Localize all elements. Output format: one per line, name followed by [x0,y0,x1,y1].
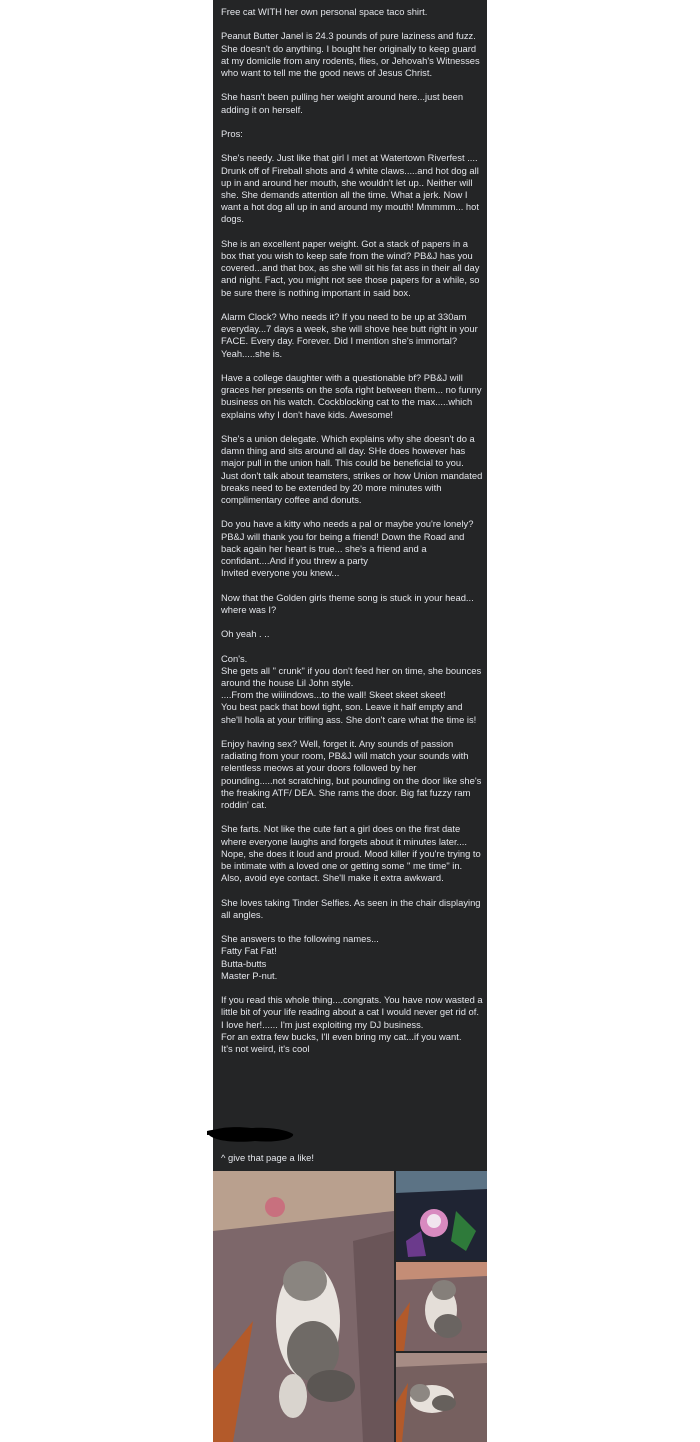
post-paragraph: Have a college daughter with a questionable bf? PB&J will graces her presents on the sofa right between them... no funny business on his watch. Cockblocking cat to the max.....which explains why I don't have kids. Awesome! [221,371,482,420]
redaction-scribble [205,1123,297,1145]
post-paragraph: Con's. She gets all " crunk" if you don't feed her on time, she bounces around the house Lil John style. ....From the wiiiindows...to the wall! Skeet skeet skeet! You best pack that bowl tight, son. Leave it half empty and she'll holla at your trifling ass. She don't care what the time is! [221,652,482,725]
post-paragraph: She hasn't been pulling her weight around here...just been adding it on herself. [221,91,464,115]
post-paragraph: Enjoy having sex? Well, forget it. Any sounds of passion radiating from your room, PB&J will match your sounds with relentless meows at your doors followed by her pounding.....not scratching, but pounding on the door like she's the freaking ATF/ DEA. She rams the door. Big fat fuzzy ram roddin' cat. [221,737,482,810]
post-paragraph: Alarm Clock? Who needs it? If you need to be up at 330am everyday...7 days a week, she will shove hee butt right in your FACE. Every day. Forever. Did I mention she's immortal? Yeah.....she is. [221,310,478,359]
post-paragraph: Do you have a kitty who needs a pal or maybe you're lonely? PB&J will thank you for being a friend! Down the Road and back again her heart is true... she's a friend and a confidant....And if you threw a party Invited everyone you knew... [221,518,474,579]
cat-sitting-on-chair-photo[interactable] [396,1262,487,1351]
cat-lying-on-chair-photo[interactable] [213,1171,394,1442]
post-paragraph: Oh yeah . .. [221,628,270,640]
post-paragraph: If you read this whole thing....congrats. You have now wasted a little bit of your life reading about a cat I would never get rid of. I love her!...... I'm just exploiting my DJ business. For an extra few bucks, I'll even bring my cat...if you want. It's not weird, it's cool [221,994,483,1054]
cat-lying-on-chair-drawing [213,1171,394,1442]
blanket-photo[interactable] [396,1171,487,1260]
post-paragraph: Peanut Butter Janel is 24.3 pounds of pure laziness and fuzz. She doesn't do anything. I bought her originally to keep guard at my domicile from any rodents, flies, or Jehovah's Witnesses who want to tell me the good news of Jesus Christ. [221,30,480,78]
post-paragraph: She answers to the following names... Fatty Fat Fat! Butta-butts Master P-nut. [221,933,379,981]
post-body [221,6,483,1067]
post-paragraph: Pros: [221,127,243,139]
post-paragraph: Free cat WITH her own personal space taco shirt. [221,6,428,17]
like-page-note: ^ give that page a like! [221,1152,314,1163]
post-paragraph: She is an excellent paper weight. Got a stack of papers in a box that you wish to keep safe from the wind? PB&J has you covered...and that box, as she will sit his fat ass in their all day and night. Fact, you might not see those papers for a while, so be sure there is nothing important in said box. [221,237,480,298]
cat-curled-on-chair-drawing [396,1353,487,1442]
cat-sitting-on-chair-drawing [396,1262,487,1351]
blanket-drawing [396,1171,487,1260]
post-paragraph: She farts. Not like the cute fart a girl does on the first date where everyone laughs and forgets about it minutes later.... Nope, she does it loud and proud. Mood killer if you're trying to be intimate with a loved one or getting some " me time" in. Also, avoid eye contact. She'll make it extra awkward. [221,823,481,884]
cat-curled-on-chair-photo[interactable] [396,1353,487,1442]
post-paragraph: She's needy. Just like that girl I met at Watertown Riverfest .... Drunk off of Fireball shots and 4 white claws.....and hot dog all up in and around her mouth, she wouldn't let up.. Neither will she. She demands attention all the time. What a jerk. Now I want a hot dog all up in and around my mouth! Mmmmm... hot dogs. [221,152,479,225]
post-paragraph: She's a union delegate. Which explains why she doesn't do a damn thing and sits around all day. SHe does however has major pull in the union hall. This could be beneficial to you. Just don't talk about teamsters, strikes or how Union mandated breaks need to be extended by 20 more minutes with complimentary coffee and donuts. [221,432,483,505]
post-paragraph: Now that the Golden girls theme song is stuck in your head... where was I? [221,591,474,615]
post-paragraph: She loves taking Tinder Selfies. As seen in the chair displaying all angles. [221,896,481,920]
